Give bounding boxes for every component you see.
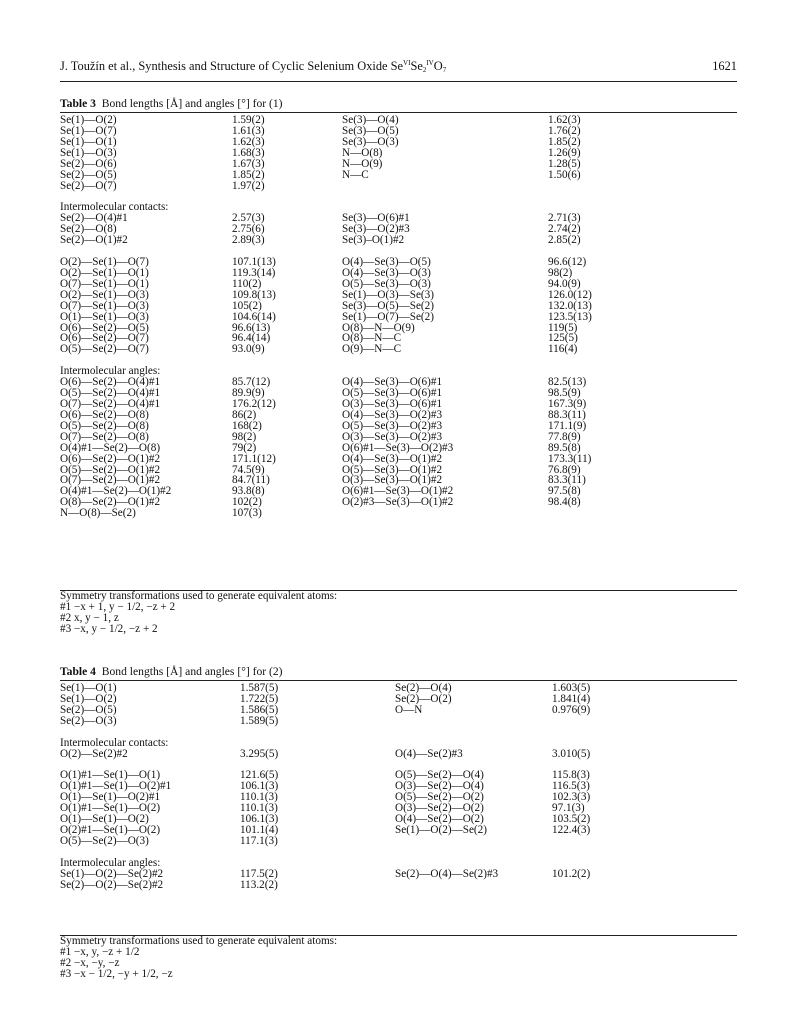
- cell-bond-label: Se(1)—O(2): [60, 692, 117, 705]
- cell-bond-label: Se(3)—O(6)#1: [342, 212, 410, 225]
- table3-bonds: [60, 115, 737, 191]
- cell-value: 74.5(9): [232, 463, 265, 476]
- cell-bond-label: O(1)—Se(1)—O(3): [60, 310, 149, 323]
- cell-value: 89.5(8): [548, 441, 581, 454]
- table4-top-rule: [60, 680, 737, 681]
- cell-bond-label: O(5)—Se(3)—O(6)#1: [342, 387, 443, 400]
- cell-value: 125(5): [548, 332, 578, 345]
- table3-top-rule: [60, 112, 737, 113]
- cell-value: 2.74(2): [548, 223, 581, 236]
- cell-value: 1.62(3): [548, 114, 581, 126]
- running-title: J. Toužín et al., Synthesis and Structure of Cyclic Selenium Oxide $Se^{VI}Se_2^{IV}O_7$: [60, 59, 447, 74]
- cell-value: 1.841(4): [552, 692, 591, 705]
- cell-bond-label: Se(3)—O(2)#3: [342, 223, 410, 236]
- table3-contacts-heading: Intermolecular contacts:: [60, 201, 169, 214]
- cell-value: 86(2): [232, 408, 257, 421]
- cell-bond-label: O(5)—Se(2)—O(7): [60, 343, 149, 356]
- cell-value: 106.1(3): [240, 780, 279, 793]
- table-row: [60, 443, 737, 454]
- cell-value: 93.0(9): [232, 343, 265, 356]
- cell-bond-label: Se(1)—O(1): [60, 135, 117, 148]
- cell-value: 1.68(3): [232, 146, 265, 159]
- cell-value: 97.5(8): [548, 485, 581, 498]
- cell-bond-label: O(1)—Se(1)—O(2)#1: [60, 791, 161, 804]
- cell-value: 171.1(9): [548, 419, 587, 432]
- table4-body: [60, 683, 737, 891]
- cell-bond-label: Se(2)—O(2): [395, 692, 452, 705]
- cell-bond-label: Se(2)—O(6): [60, 157, 117, 170]
- cell-value: 173.3(11): [548, 452, 592, 465]
- cell-bond-label: Se(2)—O(4): [395, 682, 452, 694]
- cell-value: 97.1(3): [552, 802, 585, 815]
- cell-bond-label: Se(2)—O(4)#1: [60, 212, 128, 225]
- cell-bond-label: Se(1)—O(2)—Se(2): [395, 824, 487, 837]
- cell-value: 1.85(2): [232, 168, 265, 181]
- cell-value: 123.5(13): [548, 310, 592, 323]
- cell-value: 1.28(5): [548, 157, 581, 170]
- cell-value: 110.1(3): [240, 802, 278, 815]
- table3-interangles: [60, 377, 737, 519]
- cell-value: 2.89(3): [232, 234, 265, 247]
- cell-value: 105(2): [232, 299, 262, 312]
- cell-bond-label: O(7)—Se(2)—O(4)#1: [60, 397, 161, 410]
- cell-bond-label: O(1)#1—Se(1)—O(2)#1: [60, 780, 172, 793]
- cell-value: 76.8(9): [548, 463, 581, 476]
- cell-bond-label: O(2)—Se(1)—O(1): [60, 266, 149, 279]
- cell-bond-label: O—N: [395, 703, 423, 716]
- cell-bond-label: Se(2)—O(5): [60, 703, 117, 716]
- cell-bond-label: O(7)—Se(2)—O(1)#2: [60, 474, 161, 487]
- cell-value: 2.75(6): [232, 223, 265, 236]
- symmetry-op-2: #2 x, y − 1, z: [60, 612, 119, 624]
- cell-value: 168(2): [232, 419, 262, 432]
- spacer: [60, 355, 737, 366]
- cell-bond-label: Se(1)—O(7): [60, 124, 117, 137]
- table4-interangles: [60, 869, 737, 891]
- table-row: [60, 825, 737, 836]
- cell-bond-label: O(9)—N—C: [342, 343, 402, 356]
- table3-caption: Table 3 Bond lengths [Å] and angles [°] for (1): [60, 97, 283, 110]
- cell-bond-label: O(4)—Se(2)—O(2): [395, 813, 484, 826]
- cell-value: 102.3(3): [552, 791, 591, 804]
- cell-bond-label: O(2)—Se(1)—O(3): [60, 288, 149, 301]
- symmetry-op-3: #3 −x − 1/2, −y + 1/2, −z: [60, 968, 173, 980]
- cell-value: 1.61(3): [232, 124, 265, 137]
- cell-bond-label: Se(2)—O(5): [60, 168, 117, 181]
- cell-bond-label: O(3)—Se(2)—O(2): [395, 802, 484, 815]
- cell-value: 83.3(11): [548, 474, 586, 487]
- table-row: [60, 749, 737, 760]
- cell-bond-label: O(2)—Se(1)—O(7): [60, 255, 149, 268]
- cell-value: 1.59(2): [232, 114, 265, 126]
- cell-value: 1.50(6): [548, 168, 581, 181]
- symmetry-op-1: #1 −x + 1, y − 1/2, −z + 2: [60, 601, 176, 613]
- symmetry-op-3: #3 −x, y − 1/2, −z + 2: [60, 623, 158, 635]
- cell-value: 119(5): [548, 321, 578, 334]
- cell-value: 89.9(9): [232, 387, 265, 400]
- cell-bond-label: O(4)—Se(3)—O(2)#3: [342, 408, 443, 421]
- cell-bond-label: Se(1)—O(3): [60, 146, 117, 159]
- table3-body: [60, 115, 737, 519]
- cell-value: 84.7(11): [232, 474, 270, 487]
- cell-bond-label: O(5)—Se(2)—O(1)#2: [60, 463, 161, 476]
- cell-bond-label: O(8)—Se(2)—O(1)#2: [60, 496, 161, 509]
- symmetry-op-1: #1 −x, y, −z + 1/2: [60, 946, 140, 958]
- cell-bond-label: O(4)#1—Se(2)—O(8): [60, 441, 161, 454]
- cell-value: 94.0(9): [548, 277, 581, 290]
- cell-bond-label: Se(1)—O(7)—Se(2): [342, 310, 434, 323]
- table4-caption: Table 4 Bond lengths [Å] and angles [°] for (2): [60, 665, 283, 678]
- cell-bond-label: Se(3)—O(5)—Se(2): [342, 299, 434, 312]
- cell-bond-label: O(4)—Se(2)#3: [395, 747, 463, 760]
- cell-bond-label: O(6)—Se(2)—O(7): [60, 332, 149, 345]
- cell-value: 109.8(13): [232, 288, 276, 301]
- cell-value: 2.71(3): [548, 212, 581, 225]
- cell-bond-label: Se(2)—O(7): [60, 179, 117, 192]
- cell-value: 93.8(8): [232, 485, 265, 498]
- table-row: [60, 454, 737, 465]
- cell-bond-label: O(5)—Se(2)—O(4)#1: [60, 387, 161, 400]
- table-row: [60, 312, 737, 323]
- cell-value: 122.4(3): [552, 824, 591, 837]
- cell-bond-label: O(4)—Se(3)—O(6)#1: [342, 376, 443, 389]
- cell-value: 98.4(8): [548, 496, 581, 509]
- cell-bond-label: O(2)—Se(2)#2: [60, 747, 128, 760]
- symmetry-heading: Symmetry transformations used to generate equivalent atoms:: [60, 590, 338, 602]
- cell-value: 1.603(5): [552, 682, 591, 694]
- cell-value: 98(2): [548, 266, 573, 279]
- cell-bond-label: Se(3)—O(3): [342, 135, 399, 148]
- cell-value: 117.1(3): [240, 835, 278, 848]
- cell-bond-label: Se(3)—O(5): [342, 124, 399, 137]
- cell-value: 167.3(9): [548, 397, 587, 410]
- cell-value: 117.5(2): [240, 867, 278, 880]
- cell-value: 1.62(3): [232, 135, 265, 148]
- cell-value: 1.67(3): [232, 157, 265, 170]
- cell-bond-label: O(4)#1—Se(2)—O(1)#2: [60, 485, 172, 498]
- cell-bond-label: N—C: [342, 168, 369, 181]
- table3-angles: [60, 257, 737, 355]
- cell-bond-label: Se(1)—O(2)—Se(2)#2: [60, 867, 164, 880]
- cell-bond-label: O(2)#1—Se(1)—O(2): [60, 824, 161, 837]
- cell-value: 82.5(13): [548, 376, 587, 389]
- cell-value: 1.587(5): [240, 682, 279, 694]
- header-rule: [60, 81, 737, 82]
- cell-value: 1.97(2): [232, 179, 265, 192]
- cell-bond-label: O(1)#1—Se(1)—O(2): [60, 802, 161, 815]
- cell-bond-label: O(4)—Se(3)—O(3): [342, 266, 431, 279]
- table4-contacts-heading: Intermolecular contacts:: [60, 736, 169, 749]
- cell-bond-label: O(8)—N—O(9): [342, 321, 415, 334]
- cell-value: 1.586(5): [240, 703, 279, 716]
- cell-bond-label: Se(2)—O(1)#2: [60, 234, 128, 247]
- cell-bond-label: Se(2)—O(3): [60, 714, 117, 727]
- cell-bond-label: O(6)#1—Se(3)—O(1)#2: [342, 485, 454, 498]
- cell-bond-label: O(3)—Se(3)—O(1)#2: [342, 474, 443, 487]
- cell-bond-label: O(7)—Se(1)—O(3): [60, 299, 149, 312]
- cell-value: 3.295(5): [240, 747, 279, 760]
- cell-bond-label: Se(1)—O(3)—Se(3): [342, 288, 434, 301]
- cell-value: 85.7(12): [232, 376, 271, 389]
- table-row: [60, 836, 737, 847]
- cell-value: 121.6(5): [240, 769, 279, 782]
- cell-bond-label: O(3)—Se(3)—O(6)#1: [342, 397, 443, 410]
- cell-value: 116.5(3): [552, 780, 590, 793]
- cell-value: 116(4): [548, 343, 578, 356]
- table-row: [60, 137, 737, 148]
- cell-value: 98(2): [232, 430, 257, 443]
- cell-bond-label: O(2)#3—Se(3)—O(1)#2: [342, 496, 454, 509]
- table-row: [60, 508, 737, 519]
- cell-value: 79(2): [232, 441, 257, 454]
- cell-bond-label: Se(2)—O(2)—Se(2)#2: [60, 878, 164, 891]
- table4-interangles-heading: Intermolecular angles:: [60, 856, 161, 869]
- cell-value: 110(2): [232, 277, 262, 290]
- cell-bond-label: O(5)—Se(3)—O(2)#3: [342, 419, 443, 432]
- cell-value: 96.4(14): [232, 332, 271, 345]
- table3-symmetry: [60, 591, 737, 635]
- cell-bond-label: Se(1)—O(1): [60, 682, 117, 694]
- cell-bond-label: O(6)—Se(2)—O(5): [60, 321, 149, 334]
- table-row: [60, 148, 737, 159]
- cell-bond-label: O(1)—Se(1)—O(2): [60, 813, 149, 826]
- page-number: 1621: [712, 59, 737, 73]
- table-row: [60, 716, 737, 727]
- cell-bond-label: O(6)#1—Se(3)—O(2)#3: [342, 441, 454, 454]
- table4-angles: [60, 770, 737, 847]
- table3-contacts: [60, 213, 737, 246]
- cell-value: 2.57(3): [232, 212, 265, 225]
- cell-bond-label: O(5)—Se(2)—O(3): [60, 835, 149, 848]
- table-row: [60, 705, 737, 716]
- cell-value: 126.0(12): [548, 288, 592, 301]
- cell-bond-label: O(7)—Se(2)—O(8): [60, 430, 149, 443]
- cell-bond-label: N—O(8)—Se(2): [60, 507, 136, 520]
- cell-bond-label: O(6)—Se(2)—O(1)#2: [60, 452, 161, 465]
- cell-bond-label: O(8)—N—C: [342, 332, 402, 345]
- table-row: [60, 159, 737, 170]
- cell-bond-label: O(4)—Se(3)—O(5): [342, 255, 431, 268]
- cell-value: 1.589(5): [240, 714, 279, 727]
- cell-bond-label: Se(2)—O(4)—Se(2)#3: [395, 867, 499, 880]
- cell-value: 132.0(13): [548, 299, 592, 312]
- symmetry-heading: Symmetry transformations used to generate equivalent atoms:: [60, 935, 338, 947]
- cell-value: 110.1(3): [240, 791, 278, 804]
- cell-value: 96.6(12): [548, 255, 587, 268]
- cell-value: 107(3): [232, 507, 262, 520]
- cell-value: 106.1(3): [240, 813, 279, 826]
- spacer: [60, 847, 737, 858]
- table-row: [60, 235, 737, 246]
- table-row: [60, 880, 737, 891]
- cell-value: 1.722(5): [240, 692, 279, 705]
- cell-value: 107.1(13): [232, 255, 276, 268]
- symmetry-op-2: #2 −x, −y, −z: [60, 957, 120, 969]
- cell-bond-label: Se(3)–O(1)#2: [342, 234, 405, 247]
- cell-bond-label: O(7)—Se(1)—O(1): [60, 277, 149, 290]
- cell-bond-label: O(5)—Se(2)—O(2): [395, 791, 484, 804]
- running-header: [60, 59, 737, 77]
- cell-bond-label: O(6)—Se(2)—O(4)#1: [60, 376, 161, 389]
- cell-bond-label: O(1)#1—Se(1)—O(1): [60, 769, 161, 782]
- cell-value: 0.976(9): [552, 703, 591, 716]
- cell-value: 102(2): [232, 496, 262, 509]
- cell-bond-label: N—O(8): [342, 146, 383, 159]
- table3-interangles-heading: Intermolecular angles:: [60, 365, 161, 378]
- cell-value: 3.010(5): [552, 747, 591, 760]
- cell-value: 104.6(14): [232, 310, 276, 323]
- cell-value: 88.3(11): [548, 408, 586, 421]
- table-row: [60, 497, 737, 508]
- cell-bond-label: O(3)—Se(2)—O(4): [395, 780, 484, 793]
- cell-value: 98.5(9): [548, 387, 581, 400]
- cell-value: 1.26(9): [548, 146, 581, 159]
- cell-bond-label: N—O(9): [342, 157, 383, 170]
- cell-value: 77.8(9): [548, 430, 581, 443]
- table-row: [60, 170, 737, 181]
- cell-value: 171.1(12): [232, 452, 276, 465]
- cell-value: 103.5(2): [552, 813, 591, 826]
- cell-bond-label: O(3)—Se(3)—O(2)#3: [342, 430, 443, 443]
- table4-bonds: [60, 683, 737, 727]
- cell-value: 96.6(13): [232, 321, 271, 334]
- table-row: [60, 181, 737, 192]
- cell-bond-label: O(5)—Se(2)—O(8): [60, 419, 149, 432]
- table4-symmetry: [60, 936, 737, 980]
- cell-value: 101.2(2): [552, 867, 591, 880]
- cell-bond-label: Se(1)—O(2): [60, 114, 117, 126]
- cell-bond-label: O(5)—Se(2)—O(4): [395, 769, 484, 782]
- cell-value: 2.85(2): [548, 234, 581, 247]
- cell-value: 1.85(2): [548, 135, 581, 148]
- cell-value: 119.3(14): [232, 266, 276, 279]
- cell-bond-label: O(5)—Se(3)—O(1)#2: [342, 463, 443, 476]
- cell-value: 115.8(3): [552, 769, 590, 782]
- cell-bond-label: O(5)—Se(3)—O(3): [342, 277, 431, 290]
- cell-bond-label: Se(3)—O(4): [342, 114, 399, 126]
- table-row: [60, 344, 737, 355]
- cell-bond-label: O(6)—Se(2)—O(8): [60, 408, 149, 421]
- table4-contacts: [60, 749, 737, 760]
- cell-value: 101.1(4): [240, 824, 279, 837]
- table-row: [60, 301, 737, 312]
- cell-value: 113.2(2): [240, 878, 278, 891]
- cell-bond-label: O(4)—Se(3)—O(1)#2: [342, 452, 443, 465]
- cell-value: 176.2(12): [232, 397, 276, 410]
- cell-value: 1.76(2): [548, 124, 581, 137]
- cell-bond-label: Se(2)—O(8): [60, 223, 117, 236]
